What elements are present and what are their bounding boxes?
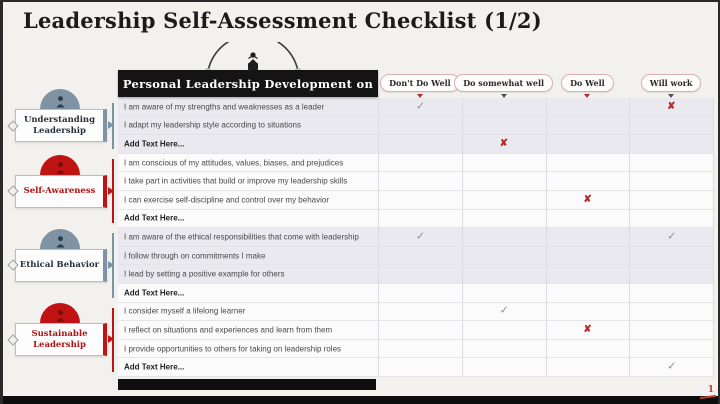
column-pill[interactable]: Do Well — [561, 74, 614, 92]
row-label: I am aware of the ethical responsibilities that come with leadership — [124, 232, 359, 242]
check-mark: ✓ — [415, 100, 426, 113]
column-header-4 — [629, 74, 713, 98]
category-label: Ethical Behavior — [19, 260, 100, 271]
column-divider — [546, 98, 547, 377]
row-label: I adapt my leadership style according to situations — [124, 120, 301, 130]
slide-bottom-frame — [3, 396, 718, 404]
arrow-right-icon — [108, 187, 114, 195]
table-footer-bar — [118, 379, 376, 390]
add-text-placeholder[interactable]: Add Text Here... — [124, 213, 185, 223]
add-text-placeholder[interactable]: Add Text Here... — [124, 362, 185, 372]
column-pill[interactable]: Don't Do Well — [380, 74, 460, 92]
table-row — [118, 358, 713, 377]
table-row — [118, 210, 713, 229]
cross-mark: ✘ — [583, 193, 592, 205]
category-understanding-leadership[interactable] — [15, 109, 107, 142]
self-reflection-icon — [40, 155, 80, 175]
category-ethical-behavior[interactable] — [15, 249, 107, 282]
column-header-2 — [462, 74, 546, 98]
page-title: Leadership Self-Assessment Checklist (1/2) — [23, 8, 542, 33]
podium-speaker-icon — [248, 52, 258, 70]
column-divider — [462, 98, 463, 377]
table-row — [118, 191, 713, 210]
hand-with-people-icon — [40, 229, 80, 249]
table-row — [118, 340, 713, 359]
check-mark: ✓ — [667, 230, 677, 243]
row-label: I take part in activities that build or improve my leadership skills — [124, 176, 348, 186]
column-header-1 — [378, 74, 462, 98]
table-row — [118, 303, 713, 322]
cross-mark: ✘ — [667, 100, 676, 112]
row-label: I am aware of my strengths and weaknesses as a leader — [124, 102, 325, 112]
table-row — [118, 117, 713, 136]
category-label: Self-Awareness — [23, 185, 96, 196]
arrow-right-icon — [108, 121, 114, 129]
row-label: I reflect on situations and experiences and learn from them — [124, 325, 333, 335]
table-row — [118, 265, 713, 284]
category-label: Understanding Leadership — [23, 115, 96, 136]
column-pill[interactable]: Do somewhat well — [454, 74, 553, 92]
column-divider — [378, 98, 379, 377]
table-row — [118, 228, 713, 247]
row-label: I can exercise self-discipline and control over my behavior — [124, 195, 329, 205]
cross-mark: ✘ — [499, 137, 509, 149]
thumbs-up-icon — [40, 89, 80, 109]
table-row — [118, 172, 713, 191]
category-self-awareness[interactable] — [15, 175, 107, 208]
row-label: I follow through on commitments I make — [124, 251, 266, 261]
column-header-3 — [546, 74, 630, 98]
row-label: I am conscious of my attitudes, values, biases, and prejudices — [124, 158, 344, 168]
table-row — [118, 98, 713, 117]
table-row — [118, 284, 713, 303]
arrow-right-icon — [108, 335, 114, 343]
arrow-right-icon — [108, 261, 114, 269]
check-mark: ✓ — [499, 304, 509, 317]
column-divider — [713, 98, 714, 377]
row-label: I consider myself a lifelong learner — [124, 306, 246, 316]
table-row — [118, 154, 713, 173]
table-row — [118, 135, 713, 154]
add-text-placeholder[interactable]: Add Text Here... — [124, 288, 185, 298]
column-pill[interactable]: Will work — [641, 74, 702, 92]
podium-leader-icon — [40, 303, 80, 323]
page-number: 1 — [707, 385, 714, 395]
table-row — [118, 247, 713, 266]
column-divider — [629, 98, 630, 377]
add-text-placeholder[interactable]: Add Text Here... — [124, 139, 185, 149]
category-sustainable-leadership[interactable] — [15, 323, 107, 356]
cross-mark: ✘ — [583, 323, 592, 335]
check-mark: ✓ — [415, 230, 426, 243]
row-label: I provide opportunities to others for taking on leadership roles — [124, 344, 342, 354]
check-mark: ✓ — [667, 360, 677, 373]
table-row — [118, 321, 713, 340]
table-header: Personal Leadership Development on — [118, 70, 378, 97]
category-label: Sustainable Leadership — [31, 329, 88, 350]
row-label: I lead by setting a positive example for others — [124, 269, 285, 279]
